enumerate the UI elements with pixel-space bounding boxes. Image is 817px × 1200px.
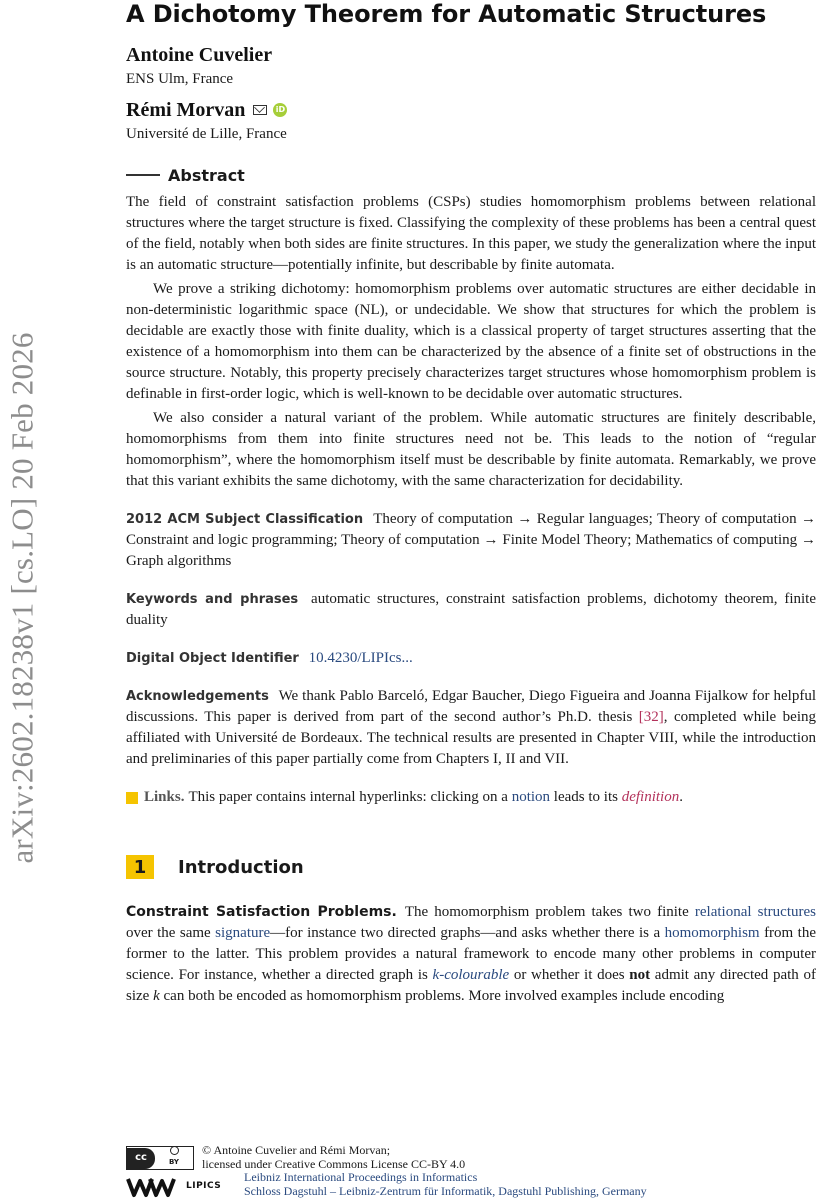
acm-text: Theory of computation → Regular languages; Theory of computation → Constraint and logic programming; Theory of computation → Finite Model Theory; Mathematics of computing → Graph algorithms — [126, 511, 817, 569]
lipics-logo — [126, 1174, 236, 1200]
acm-classification — [126, 509, 816, 572]
section-title: Introduction — [178, 856, 304, 878]
signature-link[interactable]: signature — [215, 925, 271, 941]
author-2 — [126, 99, 816, 144]
intro-text: The homomorphism problem takes two finite — [404, 904, 695, 920]
by-label: BY — [168, 1158, 180, 1167]
paper-title: A Dichotomy Theorem for Automatic Structures — [126, 0, 767, 28]
page-footer — [126, 1144, 816, 1200]
links-label: Links. — [144, 789, 185, 805]
relational-structures-link[interactable]: relational structures — [694, 904, 816, 920]
paper-content — [126, 0, 816, 1007]
notion-link[interactable]: notion — [511, 789, 551, 805]
citation-link[interactable]: [32] — [638, 709, 664, 725]
links-square-icon — [126, 792, 138, 804]
intro-text: can both be encoded as homomorphism problems. More involved examples include encoding — [159, 988, 725, 1004]
arxiv-stamp — [2, 295, 44, 900]
keywords — [126, 589, 816, 631]
intro-paragraph — [126, 902, 816, 1007]
arxiv-stamp-text: arXiv:2602.18238v1 [cs.LO] 20 Feb 2026 — [5, 331, 40, 864]
intro-text: —for instance two directed graphs—and asks whether there is a — [270, 925, 665, 941]
footer-license-text: licensed under Creative Commons License CC-BY 4.0 — [202, 1156, 466, 1171]
definition-link[interactable]: definition — [621, 789, 680, 805]
intro-lead: Constraint Satisfaction Problems. — [126, 904, 397, 920]
abstract-paragraph: We prove a striking dichotomy: homomorphism problems over automatic structures are either decidable in non-deterministic logarithmic space (NL), or undecidable. We show that structures for which the problem is decidable are exactly those with finite duality, which is a classical property of target structures asserting that the existence of a homomorphism into them can be characterized by the absence of a finite set of obstructions in the source structure. Notably, this property precisely characterizes target structures whose homomorphism problem is definable in first-order logic, which is well-known to be decidable over automatic structures. — [126, 281, 816, 402]
lipics-mark-icon — [126, 1175, 182, 1199]
section-number: 1 — [126, 855, 154, 879]
orcid-glyph: iD — [275, 105, 286, 114]
homomorphism-link[interactable]: homomorphism — [664, 925, 760, 941]
cc-icon: cc — [127, 1148, 155, 1169]
abstract-label: Abstract — [168, 165, 245, 185]
footer-license — [202, 1144, 465, 1171]
person-icon — [170, 1146, 179, 1155]
intro-text: or whether it does — [509, 967, 630, 983]
acknowledgements-label: Acknowledgements — [126, 689, 269, 704]
abstract-paragraph: We also consider a natural variant of the problem. While automatic structures are finitely describable, homomorphisms from them into finite structures need not be. This leads to the notion of “regular homomorphism”, where the homomorphism itself must be describable by finite automata. Remarkably, we prove that this variant exhibits the same dichotomy, with the same characterization for decidability. — [126, 410, 816, 489]
doi-link[interactable]: 10.4230/LIPIcs... — [308, 650, 413, 666]
mail-icon[interactable] — [253, 105, 267, 115]
acm-label: 2012 ACM Subject Classification — [126, 512, 364, 527]
k-colourable-link[interactable]: k-colourable — [432, 967, 510, 983]
author-1-name: Antoine Cuvelier — [126, 44, 273, 66]
intro-var-k: k — [153, 988, 160, 1004]
author-1-affiliation: ENS Ulm, France — [126, 71, 234, 87]
lipics-label: LIPICS — [186, 1181, 222, 1192]
footer-series[interactable]: Leibniz International Proceedings in Informatics — [244, 1170, 478, 1184]
intro-text: over the same — [126, 925, 216, 941]
links-note — [126, 787, 816, 808]
doi — [126, 648, 816, 669]
intro-text: admit any directed path of size — [126, 967, 816, 1004]
author-2-affiliation: Université de Lille, France — [126, 126, 287, 142]
footer-publisher — [244, 1171, 647, 1198]
author-1 — [126, 44, 816, 89]
section-heading — [126, 854, 816, 880]
abstract-paragraph: The field of constraint satisfaction problems (CSPs) studies homomorphism problems between relational structures where the target structure is fixed. Classifying the complexity of these problems has been a central quest of the field, notably when both sides are finite structures. In this paper, we study the generalization where the input is an automatic structure—potentially infinite, but describable by finite automata. — [126, 194, 816, 273]
abstract-body — [126, 192, 816, 492]
footer-publisher-text[interactable]: Schloss Dagstuhl – Leibniz-Zentrum für Informatik, Dagstuhl Publishing, Germany — [244, 1183, 647, 1198]
author-2-name: Rémi Morvan — [126, 99, 246, 121]
links-text-after: . — [679, 789, 683, 805]
cc-by-badge[interactable] — [126, 1146, 194, 1170]
intro-bold-not: not — [629, 967, 651, 983]
orcid-icon[interactable] — [273, 103, 287, 117]
abstract-heading — [126, 164, 816, 186]
links-text-middle: leads to its — [553, 789, 618, 805]
intro-text: from the former to the latter. This problem provides a natural framework to encode many other problems in computer science. For instance, whether a directed graph is — [126, 925, 817, 983]
footer-copyright: © Antoine Cuvelier and Rémi Morvan; — [202, 1143, 391, 1157]
links-text: This paper contains internal hyperlinks: clicking on a — [188, 789, 508, 805]
acknowledgements-text: We thank Pablo Barceló, Edgar Baucher, Diego Figueira and Joanna Fijalkow for helpful discussions. This paper is derived from part of the second author’s Ph.D. thesis — [126, 688, 816, 725]
acknowledgements-text-after: , completed while being affiliated with Université de Bordeaux. The technical results are presented in Chapter VIII, while the introduction and preliminaries of this paper partially come from Chapters I, II and VII. — [126, 709, 816, 767]
keywords-text: automatic structures, constraint satisfaction problems, dichotomy theorem, finite duality — [126, 591, 816, 628]
keywords-label: Keywords and phrases — [126, 592, 299, 607]
abstract-rule — [126, 174, 160, 175]
acknowledgements — [126, 686, 816, 770]
by-icon — [155, 1146, 193, 1170]
doi-label: Digital Object Identifier — [126, 651, 299, 666]
